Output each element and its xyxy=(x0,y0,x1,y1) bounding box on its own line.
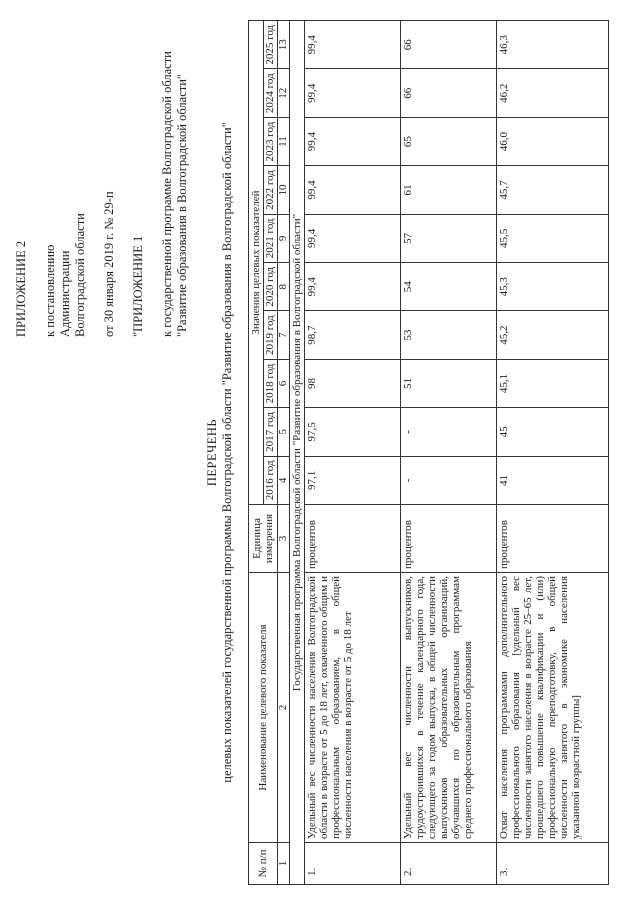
indicator-value: 99,4 xyxy=(305,21,401,69)
indicator-value: 54 xyxy=(401,263,497,311)
column-numbers-row xyxy=(278,21,290,885)
indicators-table xyxy=(248,20,609,885)
indicator-value: - xyxy=(401,456,497,504)
column-number: 6 xyxy=(278,359,290,407)
column-number: 1 xyxy=(278,843,290,885)
row-number: 1. xyxy=(305,843,401,885)
indicator-name: Удельный вес численности выпускников, трудоустроившихся в течение календарного года, следующего за годом выпуска, в общей численности выпускников образовательных организаций, обучавшихся по образовательным программам среднего профессионального образования xyxy=(401,573,497,843)
table-row xyxy=(497,21,609,885)
col-header-no: № п/п xyxy=(249,843,278,885)
column-number: 13 xyxy=(278,21,290,69)
indicator-value: 61 xyxy=(401,166,497,214)
indicator-value: 66 xyxy=(401,21,497,69)
indicator-name: Удельный вес численности населения Волгоградской области в возрасте от 5 до 18 лет, охваченного общим и профессиональным образованием, в общей численности населения в возрасте от 5 до 18 лет xyxy=(305,573,401,843)
title-heading: ПЕРЕЧЕНЬ xyxy=(205,418,219,487)
indicator-value: 97,5 xyxy=(305,408,401,456)
column-number: 12 xyxy=(278,69,290,117)
section-row xyxy=(290,21,305,885)
column-number: 10 xyxy=(278,166,290,214)
decree-date-number: от 30 января 2019 г. № 29-п xyxy=(102,191,116,337)
indicator-value: 46,3 xyxy=(497,21,609,69)
title-subheading: целевых показателей государственной программы Волгоградской области "Развитие образования в Волгоградской области" xyxy=(220,122,234,783)
year-header: 2025 год xyxy=(264,21,278,69)
indicator-value: 45,5 xyxy=(497,214,609,262)
indicator-value: 41 xyxy=(497,456,609,504)
indicator-value: 99,4 xyxy=(305,263,401,311)
indicator-value: 51 xyxy=(401,359,497,407)
col-header-name: Наименование целевого показателя xyxy=(249,573,278,843)
appendix-line: Администрации xyxy=(58,250,72,337)
indicator-unit: процентов xyxy=(401,505,497,573)
col-header-values-group: Значения целевых показателей xyxy=(249,21,264,505)
indicator-value: 53 xyxy=(401,311,497,359)
year-header: 2022 год xyxy=(264,166,278,214)
year-header: 2016 год xyxy=(264,456,278,504)
indicator-unit: процентов xyxy=(305,505,401,573)
year-header: 2017 год xyxy=(264,408,278,456)
year-header: 2023 год xyxy=(264,117,278,165)
annex-line: "Развитие образования в Волгоградской области" xyxy=(175,74,189,337)
indicator-value: 46,0 xyxy=(497,117,609,165)
year-header: 2019 год xyxy=(264,311,278,359)
row-number: 2. xyxy=(401,843,497,885)
column-number: 8 xyxy=(278,263,290,311)
indicator-value: 46,2 xyxy=(497,69,609,117)
indicator-value: 99,4 xyxy=(305,69,401,117)
document-header xyxy=(14,17,190,337)
column-number: 3 xyxy=(278,505,290,573)
year-header: 2024 год xyxy=(264,69,278,117)
year-header: 2020 год xyxy=(264,263,278,311)
document-title xyxy=(205,40,235,865)
indicator-value: - xyxy=(401,408,497,456)
indicator-value: 66 xyxy=(401,69,497,117)
indicator-value: 98 xyxy=(305,359,401,407)
annex-line: к государственной программе Волгоградской области xyxy=(160,51,174,337)
column-number: 2 xyxy=(278,573,290,843)
indicator-value: 99,4 xyxy=(305,166,401,214)
appendix-title: ПРИЛОЖЕНИЕ 2 xyxy=(14,240,28,337)
indicator-value: 65 xyxy=(401,117,497,165)
indicator-name: Охват населения программами дополнительного профессионального образования [удельный вес численности занятого населения в возрасте 25–65 лет, прошедшего повышение квалификации и (или) профессиональную переподготовку, в общей численности занятого в экономике населения указанной возрастной группы] xyxy=(497,573,609,843)
indicator-value: 57 xyxy=(401,214,497,262)
indicator-value: 99,4 xyxy=(305,214,401,262)
indicator-value: 97,1 xyxy=(305,456,401,504)
column-number: 9 xyxy=(278,214,290,262)
appendix-line: Волгоградской области xyxy=(73,213,87,337)
column-number: 4 xyxy=(278,456,290,504)
indicator-value: 45,7 xyxy=(497,166,609,214)
column-number: 5 xyxy=(278,408,290,456)
indicator-value: 98,7 xyxy=(305,311,401,359)
annex-title: "ПРИЛОЖЕНИЕ 1 xyxy=(131,235,145,337)
indicator-value: 45,2 xyxy=(497,311,609,359)
column-number: 11 xyxy=(278,117,290,165)
year-header: 2018 год xyxy=(264,359,278,407)
appendix-line: к постановлению xyxy=(43,244,57,337)
header-row xyxy=(249,21,264,885)
table-row xyxy=(401,21,497,885)
indicator-value: 99,4 xyxy=(305,117,401,165)
table-row xyxy=(305,21,401,885)
column-number: 7 xyxy=(278,311,290,359)
row-number: 3. xyxy=(497,843,609,885)
indicator-unit: процентов xyxy=(497,505,609,573)
indicator-value: 45 xyxy=(497,408,609,456)
section-title: Государственная программа Волгоградской области "Развитие образования в Волгоградской области" xyxy=(290,21,305,885)
indicator-value: 45,1 xyxy=(497,359,609,407)
indicator-value: 45,3 xyxy=(497,263,609,311)
col-header-unit: Единица измерения xyxy=(249,505,278,573)
year-header: 2021 год xyxy=(264,214,278,262)
